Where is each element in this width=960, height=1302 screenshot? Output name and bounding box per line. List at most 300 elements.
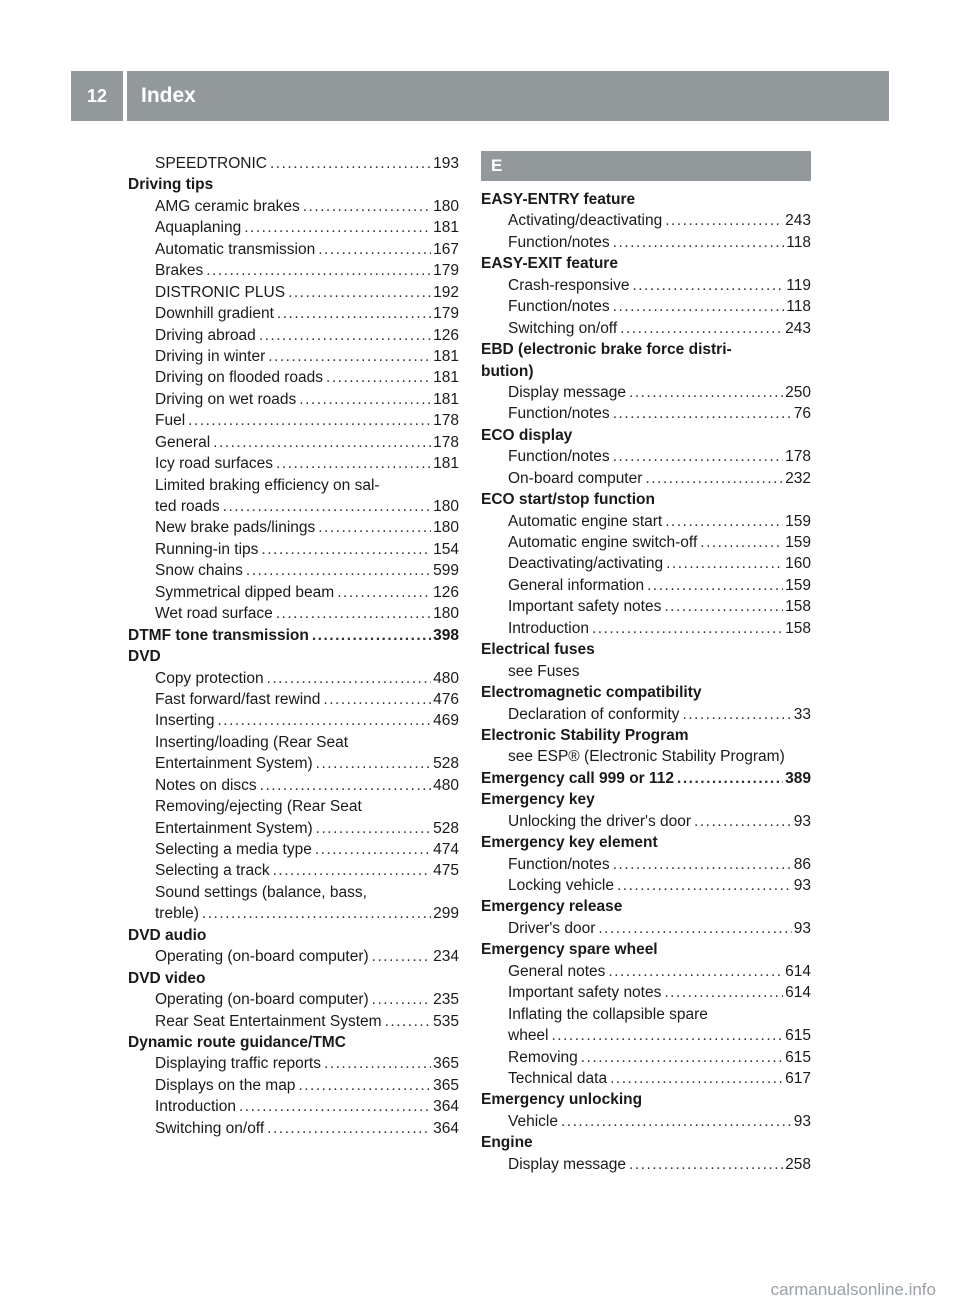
leader-dots <box>256 325 431 346</box>
entry-text: Locking vehicle <box>508 877 614 894</box>
page-ref: 474 <box>433 841 459 858</box>
page-ref: 599 <box>433 562 459 580</box>
index-entry <box>481 403 811 424</box>
index-column-right <box>481 153 811 1175</box>
index-heading <box>128 968 459 989</box>
header-divider <box>123 71 127 121</box>
index-entry <box>128 389 459 410</box>
page-ref: 480 <box>433 776 459 794</box>
page-ref: 181 <box>433 219 459 237</box>
index-entry <box>128 753 459 774</box>
entry-text: Driving in winter <box>155 347 266 365</box>
entry-text: Rear Seat Entertainment System <box>155 1012 382 1030</box>
page-ref: 180 <box>433 197 459 215</box>
page-ref: 365 <box>433 1076 459 1094</box>
page-header <box>71 71 889 121</box>
leader-dots <box>614 875 792 896</box>
index-entry <box>481 382 811 403</box>
index-entry <box>128 989 459 1010</box>
page-ref: 615 <box>785 1048 811 1066</box>
index-entry <box>128 325 459 346</box>
index-entry <box>481 232 811 253</box>
leader-dots <box>369 989 431 1010</box>
leader-dots <box>300 196 431 217</box>
entry-text: Function/notes <box>508 855 610 873</box>
index-entry <box>481 575 811 596</box>
page-ref: 158 <box>785 619 811 637</box>
entry-text: Deactivating/activating <box>508 555 664 573</box>
entry-text: Symmetrical dipped beam <box>155 583 335 601</box>
leader-dots <box>264 1118 431 1139</box>
entry-text: Function/notes <box>508 298 610 316</box>
leader-dots <box>236 1096 431 1117</box>
index-entry <box>128 367 459 388</box>
leader-dots <box>644 575 783 596</box>
entry-text: Emergency call 999 or 112 <box>481 769 675 787</box>
leader-dots <box>589 618 783 639</box>
index-entry <box>128 303 459 324</box>
entry-text: ted roads <box>155 498 220 515</box>
index-entry <box>128 1075 459 1096</box>
entry-text: Emergency release <box>481 898 623 916</box>
entry-text: Wet road surface <box>155 605 273 623</box>
entry-text: DVD <box>128 648 161 666</box>
entry-text: Dynamic route guidance/TMC <box>128 1033 346 1051</box>
index-entry <box>481 982 811 1003</box>
entry-text: Crash-responsive <box>508 276 630 294</box>
page-ref: 480 <box>433 669 459 687</box>
index-entry <box>128 882 459 903</box>
index-entry <box>128 239 459 260</box>
leader-dots <box>663 553 783 574</box>
index-heading <box>128 174 459 195</box>
index-entry <box>481 1025 811 1046</box>
entry-text: Inserting <box>155 712 215 730</box>
index-heading <box>481 253 811 274</box>
entry-text: General notes <box>508 962 606 980</box>
page-ref: 614 <box>785 984 811 1002</box>
index-heading <box>481 832 811 853</box>
entry-text: Selecting a media type <box>155 841 312 858</box>
page-ref: 178 <box>433 412 459 430</box>
index-entry <box>128 153 459 174</box>
index-entry <box>481 532 811 553</box>
leader-dots <box>258 539 431 560</box>
index-heading <box>481 339 811 360</box>
index-entry <box>481 618 811 639</box>
index-heading <box>481 189 811 210</box>
leader-dots <box>323 367 431 388</box>
page-ref: 389 <box>785 769 811 787</box>
entry-text: Limited braking efficiency on sal- <box>155 476 380 494</box>
entry-text: Vehicle <box>508 1112 558 1130</box>
leader-dots <box>617 318 783 339</box>
entry-text: DVD audio <box>128 926 207 944</box>
entry-text: Running-in tips <box>155 540 259 558</box>
index-entry <box>128 453 459 474</box>
entry-text: ECO start/stop function <box>481 491 655 509</box>
entry-text: Electronic Stability Program <box>481 726 689 744</box>
entry-text: Inflating the collapsible spare <box>508 1005 708 1023</box>
entry-text: Engine <box>481 1134 533 1152</box>
entry-text: wheel <box>508 1027 549 1045</box>
index-entry <box>128 282 459 303</box>
leader-dots <box>321 1053 431 1074</box>
leader-dots <box>312 839 431 860</box>
page-ref: 179 <box>433 305 459 323</box>
entry-text: Display message <box>508 1155 627 1173</box>
page-ref: 178 <box>433 433 459 451</box>
index-entry <box>128 196 459 217</box>
leader-dots <box>296 389 431 410</box>
leader-dots <box>243 560 431 581</box>
index-entry <box>481 511 811 532</box>
entry-text: Notes on discs <box>155 776 257 794</box>
entry-text: Introduction <box>508 619 589 637</box>
index-entry <box>128 582 459 603</box>
entry-text: DTMF tone transmission <box>128 626 309 644</box>
index-entry <box>128 517 459 538</box>
index-heading <box>481 682 811 703</box>
leader-dots <box>241 217 431 238</box>
index-entry <box>481 1047 811 1068</box>
entry-text: Driving tips <box>128 176 214 194</box>
entry-text: Driver's door <box>508 919 596 937</box>
page-ref: 178 <box>785 448 811 466</box>
index-heading <box>481 361 811 382</box>
index-entry <box>481 854 811 875</box>
leader-dots <box>313 818 431 839</box>
leader-dots <box>265 346 431 367</box>
leader-dots <box>626 1154 783 1175</box>
page-number: 12 <box>86 85 108 106</box>
leader-dots <box>626 382 783 403</box>
entry-text: Driving on wet roads <box>155 390 297 408</box>
index-heading <box>481 768 811 789</box>
entry-text: Driving on flooded roads <box>155 369 324 387</box>
index-entry <box>128 560 459 581</box>
entry-text: Important safety notes <box>508 984 662 1002</box>
page-ref: 535 <box>433 1012 459 1030</box>
entry-text: Function/notes <box>508 448 610 466</box>
entry-text: Emergency key <box>481 791 595 809</box>
index-entry <box>481 1068 811 1089</box>
page-ref: 243 <box>785 212 811 230</box>
leader-dots <box>607 1068 783 1089</box>
entry-text: DISTRONIC PLUS <box>155 283 286 301</box>
leader-dots <box>334 582 431 603</box>
leader-dots <box>642 468 783 489</box>
page-ref: 528 <box>433 819 459 837</box>
page-ref: 159 <box>785 534 811 551</box>
leader-dots <box>274 303 431 324</box>
entry-text: Important safety notes <box>508 598 662 616</box>
leader-dots <box>595 918 791 939</box>
entry-text: Electromagnetic compatibility <box>481 684 702 702</box>
page-ref: 234 <box>433 948 459 966</box>
entry-text: Fast forward/fast rewind <box>155 690 321 708</box>
index-heading <box>128 646 459 667</box>
entry-text: treble) <box>155 905 199 923</box>
index-entry <box>128 539 459 560</box>
entry-text: Inserting/loading (Rear Seat <box>155 733 349 751</box>
index-entry <box>481 553 811 574</box>
index-entry <box>128 410 459 431</box>
entry-text: see Fuses <box>508 662 580 680</box>
page-ref: 614 <box>785 962 811 980</box>
leader-dots <box>549 1025 784 1046</box>
entry-text: Displays on the map <box>155 1076 296 1094</box>
leader-dots <box>558 1111 792 1132</box>
leader-dots <box>285 282 431 303</box>
index-entry <box>128 710 459 731</box>
entry-text: Declaration of conformity <box>508 705 680 723</box>
page-ref: 469 <box>433 712 459 730</box>
index-entry <box>481 875 811 896</box>
page-ref: 181 <box>433 455 459 473</box>
index-entry <box>481 918 811 939</box>
leader-dots <box>214 710 431 731</box>
page-ref: 398 <box>433 626 459 644</box>
entry-text: Technical data <box>508 1069 608 1087</box>
index-entry <box>481 704 811 725</box>
entry-text: Switching on/off <box>508 319 618 337</box>
index-column-left <box>128 153 459 1139</box>
page-ref: 192 <box>433 283 459 301</box>
leader-dots <box>629 275 784 296</box>
page-ref: 258 <box>785 1155 811 1173</box>
index-entry <box>128 732 459 753</box>
entry-text: AMG ceramic brakes <box>155 197 300 215</box>
entry-text: Removing <box>508 1048 578 1066</box>
entry-text: Selecting a track <box>155 862 270 880</box>
entry-text: Emergency key element <box>481 834 658 852</box>
index-entry <box>481 661 811 682</box>
leader-dots <box>610 403 792 424</box>
index-entry <box>128 818 459 839</box>
index-heading <box>128 1032 459 1053</box>
index-entry <box>128 475 459 496</box>
index-heading <box>481 639 811 660</box>
entry-text: Emergency unlocking <box>481 1091 643 1109</box>
page-title: Index <box>141 84 196 107</box>
entry-text: Copy protection <box>155 669 264 687</box>
index-heading <box>128 625 459 646</box>
index-heading <box>481 489 811 510</box>
index-entry <box>128 860 459 881</box>
index-entry <box>128 1118 459 1139</box>
leader-dots <box>203 260 431 281</box>
leader-dots <box>315 517 431 538</box>
leader-dots <box>697 532 783 553</box>
leader-dots <box>661 982 783 1003</box>
index-entry <box>128 217 459 238</box>
watermark: carmanualsonline.info <box>770 1280 936 1299</box>
entry-text: Driving abroad <box>155 326 256 344</box>
entry-text: Aquaplaning <box>155 219 242 237</box>
page-ref: 86 <box>793 855 811 873</box>
index-entry <box>128 946 459 967</box>
page-ref: 93 <box>793 812 811 830</box>
entry-text: Electrical fuses <box>481 641 595 659</box>
entry-text: EASY-EXIT feature <box>481 255 618 273</box>
leader-dots <box>369 946 431 967</box>
leader-dots <box>313 753 431 774</box>
page-ref: 181 <box>433 347 459 365</box>
page-ref: 180 <box>433 498 459 515</box>
index-entry <box>128 260 459 281</box>
entry-text: Introduction <box>155 1098 236 1116</box>
leader-dots <box>610 296 785 317</box>
index-entry <box>128 668 459 689</box>
entry-text: Function/notes <box>508 233 610 251</box>
index-heading <box>481 1089 811 1110</box>
leader-dots <box>315 239 431 260</box>
entry-text: SPEEDTRONIC <box>155 155 267 172</box>
entry-text: Automatic engine switch-off <box>508 534 698 551</box>
index-heading <box>481 896 811 917</box>
page-ref: 76 <box>793 405 811 423</box>
leader-dots <box>199 903 431 924</box>
page-ref: 364 <box>433 1119 459 1137</box>
entry-text: Automatic transmission <box>155 240 316 258</box>
page-ref: 193 <box>433 155 459 172</box>
index-heading <box>481 939 811 960</box>
entry-text: see ESP® (Electronic Stability Program) <box>508 748 785 766</box>
index-entry <box>128 1096 459 1117</box>
leader-dots <box>605 961 783 982</box>
page-ref: 617 <box>785 1069 811 1087</box>
leader-dots <box>320 689 431 710</box>
index-entry <box>128 839 459 860</box>
entry-text: General information <box>508 576 645 594</box>
page-ref: 179 <box>433 262 459 280</box>
leader-dots <box>257 775 431 796</box>
entry-text: Activating/deactivating <box>508 212 663 230</box>
entry-text: New brake pads/linings <box>155 519 316 537</box>
entry-text: Function/notes <box>508 405 610 423</box>
leader-dots <box>662 210 783 231</box>
page-ref: 232 <box>785 469 811 487</box>
leader-dots <box>267 153 431 174</box>
entry-text: Unlocking the driver's door <box>508 812 692 830</box>
index-entry <box>481 746 811 767</box>
page-ref: 118 <box>786 298 811 316</box>
index-entry <box>128 1053 459 1074</box>
index-entry <box>128 903 459 924</box>
page-ref: 160 <box>785 555 811 573</box>
leader-dots <box>610 232 785 253</box>
entry-text: Sound settings (balance, bass, <box>155 883 367 901</box>
leader-dots <box>220 496 431 517</box>
index-entry <box>481 318 811 339</box>
page-ref: 33 <box>793 705 811 723</box>
leader-dots <box>382 1011 432 1032</box>
leader-dots <box>273 603 431 624</box>
entry-text: General <box>155 433 211 451</box>
entry-text: Removing/ejecting (Rear Seat <box>155 798 362 816</box>
entry-text: On-board computer <box>508 469 643 487</box>
entry-text: Brakes <box>155 262 204 280</box>
index-entry <box>128 496 459 517</box>
index-entry <box>481 296 811 317</box>
page-ref: 476 <box>433 690 459 708</box>
index-entry <box>481 961 811 982</box>
index-heading <box>481 425 811 446</box>
page-ref: 126 <box>433 326 459 344</box>
index-entry <box>128 1011 459 1032</box>
page-ref: 364 <box>433 1098 459 1116</box>
page-ref: 180 <box>433 519 459 537</box>
entry-text: ECO display <box>481 426 573 444</box>
page-ref: 243 <box>785 319 811 337</box>
leader-dots <box>270 860 432 881</box>
index-entry <box>481 811 811 832</box>
index-entry <box>481 1004 811 1025</box>
entry-text: Snow chains <box>155 562 243 580</box>
index-heading <box>481 725 811 746</box>
page-ref: 119 <box>786 276 811 294</box>
page-ref: 181 <box>433 369 459 387</box>
index-entry <box>481 468 811 489</box>
leader-dots <box>578 1047 783 1068</box>
index-entry <box>128 432 459 453</box>
entry-text: Display message <box>508 383 627 401</box>
page-ref: 180 <box>433 605 459 623</box>
entry-text: Switching on/off <box>155 1119 265 1137</box>
entry-text: Icy road surfaces <box>155 455 274 473</box>
entry-text: EASY-ENTRY feature <box>481 191 636 208</box>
page-ref: 250 <box>785 383 811 401</box>
leader-dots <box>610 854 792 875</box>
leader-dots <box>610 446 783 467</box>
page-ref: 93 <box>793 919 811 937</box>
index-entry <box>481 1154 811 1175</box>
page-ref: 118 <box>786 233 811 251</box>
index-entry <box>128 775 459 796</box>
index-entry <box>481 210 811 231</box>
page-ref: 365 <box>433 1055 459 1073</box>
entry-text: DVD video <box>128 969 206 987</box>
page-ref: 299 <box>433 905 459 923</box>
page-ref: 475 <box>433 862 459 880</box>
page-ref: 615 <box>785 1027 811 1045</box>
entry-text: Displaying traffic reports <box>155 1055 321 1073</box>
index-heading <box>481 1132 811 1153</box>
leader-dots <box>691 811 792 832</box>
page-ref: 235 <box>433 991 459 1009</box>
leader-dots <box>679 704 791 725</box>
index-entry <box>128 796 459 817</box>
index-entry <box>128 689 459 710</box>
index-entry <box>481 1111 811 1132</box>
page-ref: 167 <box>433 240 459 258</box>
leader-dots <box>295 1075 431 1096</box>
leader-dots <box>674 768 783 789</box>
entry-text: Fuel <box>155 412 186 430</box>
page-ref: 181 <box>433 390 459 408</box>
section-letter-bar: E <box>481 151 811 181</box>
page-ref: 159 <box>785 576 811 594</box>
leader-dots <box>309 625 431 646</box>
leader-dots <box>273 453 431 474</box>
leader-dots <box>662 511 783 532</box>
entry-text: Operating (on-board computer) <box>155 948 369 966</box>
entry-text: bution) <box>481 362 534 380</box>
index-heading <box>481 789 811 810</box>
page-ref: 159 <box>785 512 811 530</box>
page-ref: 126 <box>433 583 459 601</box>
